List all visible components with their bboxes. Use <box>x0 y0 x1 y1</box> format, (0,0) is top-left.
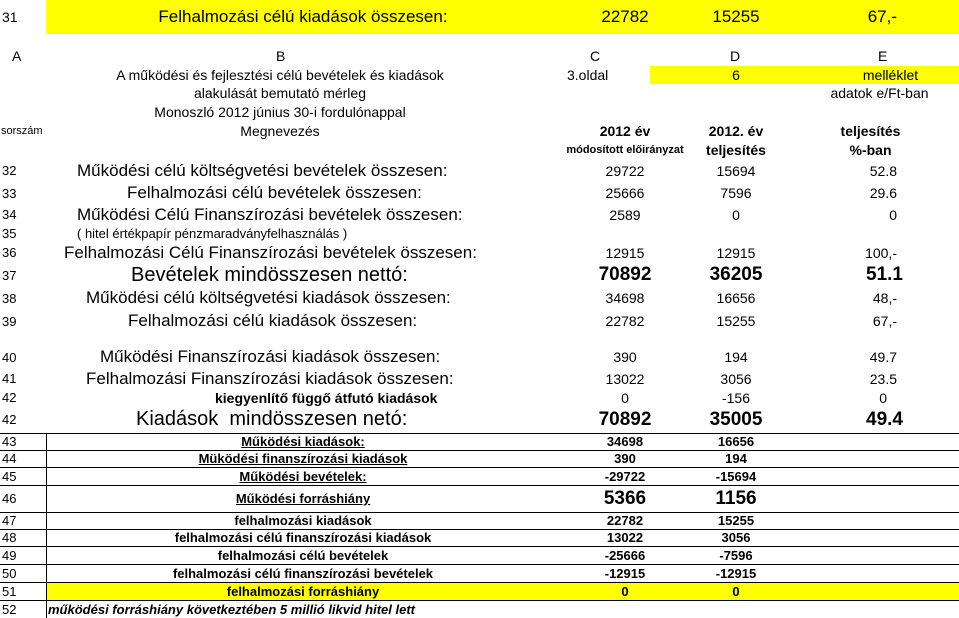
value-d: 15255 <box>717 513 755 528</box>
highlight-fill <box>782 582 959 600</box>
row-number: 40 <box>2 349 17 365</box>
value-c: -12915 <box>604 565 646 581</box>
value-d: 16656 <box>717 434 755 449</box>
value-d: -7596 <box>719 547 753 563</box>
row-label: ( hitel értékpapír pénzmaradványfelhasználás ) <box>77 226 348 241</box>
row-label: Működési kiadások: <box>241 434 365 449</box>
header-row-2 <box>0 84 959 102</box>
value-c: 13022 <box>605 370 645 387</box>
table-row <box>0 309 959 333</box>
value-e: 0 <box>879 389 887 406</box>
column-letters <box>0 47 959 65</box>
table-row <box>0 406 959 433</box>
value-e: 51.1 <box>866 264 903 285</box>
value-e: 52.8 <box>869 162 897 179</box>
table-row <box>0 287 959 309</box>
row-label: felhalmozási célú bevételek <box>217 547 389 563</box>
row-label: felhalmozási kiadások <box>234 513 372 528</box>
row-label: Működési forráshiány <box>235 491 371 506</box>
value-c: 12915 <box>605 244 645 261</box>
grid-line <box>0 467 959 468</box>
report-title-line-1: A működési és fejlesztési célú bevételek és kiadások <box>116 67 444 83</box>
value-c: 2589 <box>609 206 641 223</box>
table-row <box>0 263 959 287</box>
row-label: Működési Finanszírozási kiadások összesen: <box>100 347 441 366</box>
value-e: 23.5 <box>869 370 897 387</box>
grid-line <box>0 529 959 530</box>
row-label: Müködési finanszírozási kiadások <box>198 451 408 466</box>
row-label: Működési célú költségvetési kiadások összesen: <box>86 288 451 307</box>
row-label: Felhalmozási célú kiadások összesen: <box>46 0 560 34</box>
table-row <box>0 159 959 182</box>
appendix-label: melléklet <box>822 66 959 84</box>
row-number: 38 <box>2 290 17 306</box>
row-number: 49 <box>2 547 17 563</box>
row-label: Felhalmozási Finanszírozási kiadások összesen: <box>86 368 454 388</box>
row-number: 47 <box>2 513 17 528</box>
value-e: 29.6 <box>869 185 897 201</box>
col-header-e-2: %-ban <box>849 142 892 158</box>
value-c: 70892 <box>598 408 652 430</box>
row-number: 42 <box>2 412 17 427</box>
value-d: 7596 <box>720 185 752 201</box>
row-number: 48 <box>2 530 17 545</box>
value-d: 0 <box>732 206 740 223</box>
col-header-c-sub: módosított előirányzat <box>566 144 684 156</box>
col-header-megnevezes: Megnevezés <box>240 123 320 139</box>
row-number: 42 <box>2 390 17 405</box>
row-label: Működési bevételek: <box>239 468 367 484</box>
table-row <box>0 225 959 242</box>
row-number: 44 <box>2 451 17 466</box>
header-row-3 <box>0 102 959 121</box>
value-d: 3056 <box>720 370 752 387</box>
row-label: Felhalmozási célú kiadások összesen: <box>128 311 418 330</box>
value-c: 5366 <box>603 487 647 509</box>
row-label: működési forráshiány következtében 5 millió likvid hitel lett <box>48 601 415 617</box>
top-summary-row <box>0 0 959 34</box>
table-row <box>0 600 959 618</box>
value-c: 22782 <box>605 313 645 329</box>
report-title-line-3: Monoszló 2012 június 30-i fordulónappal <box>154 103 406 120</box>
row-label: Felhalmozási célú bevételek összesen: <box>127 183 422 202</box>
table-row <box>0 529 959 546</box>
col-letter-b: B <box>276 48 286 64</box>
value-e: 49.7 <box>869 349 897 365</box>
table-row <box>0 346 959 368</box>
value-c: 390 <box>613 349 637 365</box>
report-title-line-2: alakulását bemutató mérleg <box>194 85 366 101</box>
column-header-row-1 <box>0 121 959 141</box>
row-number: 37 <box>2 267 17 283</box>
grid-line <box>0 433 959 434</box>
table-row <box>0 368 959 389</box>
value-d: 194 <box>724 349 748 365</box>
value-d: 3056 <box>721 530 751 545</box>
row-number: 45 <box>2 468 17 484</box>
row-number: 39 <box>2 313 17 329</box>
col-header-d-year: 2012. év <box>708 123 764 139</box>
col-header-sorszam: sorszám <box>1 125 43 137</box>
table-row <box>0 433 959 450</box>
value-c: -29722 <box>604 468 646 484</box>
row-number: 52 <box>2 601 17 617</box>
value-c: 13022 <box>606 530 644 545</box>
grid-line <box>46 433 47 618</box>
value-d: 1156 <box>715 487 757 509</box>
value-c: 0 <box>621 389 629 406</box>
value-c: 25666 <box>605 185 645 201</box>
grid-line <box>0 600 959 601</box>
row-number: 36 <box>2 245 17 260</box>
value-d: 15255 <box>716 313 756 329</box>
row-label: felhalmozási forráshiány <box>46 582 560 600</box>
value-c: 34698 <box>606 434 644 449</box>
value-d: 12915 <box>716 244 756 261</box>
value-c: 22782 <box>560 0 690 34</box>
table-row <box>0 242 959 263</box>
row-label: Felhalmozási Célú Finanszírozási bevételek összesen: <box>64 242 477 262</box>
value-d: 16656 <box>716 290 756 306</box>
header-row-1 <box>0 66 959 84</box>
value-d: -12915 <box>715 565 757 581</box>
col-letter-a: A <box>12 48 22 64</box>
value-d: 35005 <box>709 408 763 430</box>
page-label: 3.oldal <box>567 67 609 83</box>
value-c: 390 <box>614 451 636 466</box>
table-row <box>0 512 959 529</box>
row-number: 31 <box>2 9 18 25</box>
table-row <box>0 546 959 564</box>
grid-line <box>0 485 959 486</box>
value-d: 15255 <box>690 0 782 34</box>
value-d: 36205 <box>709 264 763 285</box>
grid-line <box>0 546 959 547</box>
col-header-c-year: 2012 év <box>599 123 651 139</box>
value-c: 70892 <box>598 264 652 285</box>
column-header-row-2 <box>0 141 959 159</box>
row-number: 51 <box>2 583 17 599</box>
value-e: 49.4 <box>866 408 903 430</box>
row-number: 34 <box>2 207 17 222</box>
col-header-e-1: teljesítés <box>840 123 901 139</box>
value-e: 67,- <box>872 313 897 329</box>
row-number: 35 <box>2 226 17 241</box>
value-d: 0 <box>690 582 782 600</box>
value-c: 29722 <box>605 162 645 179</box>
table-row <box>0 485 959 512</box>
table-row <box>0 467 959 485</box>
row-number: 43 <box>2 434 17 449</box>
row-number: 41 <box>2 371 17 386</box>
value-e: 0 <box>889 206 897 223</box>
table-row <box>0 204 959 225</box>
value-c: 22782 <box>606 513 644 528</box>
value-c: -25666 <box>604 547 646 563</box>
row-label: Működési Célú Finanszírozási bevételek összesen: <box>77 204 463 224</box>
grid-line <box>0 564 959 565</box>
row-label: felhalmozási célú finanszírozási bevételek <box>172 565 434 581</box>
value-e: 100,- <box>865 244 897 261</box>
appendix-number: 6 <box>650 66 822 84</box>
value-d: -156 <box>721 389 751 406</box>
row-number: 32 <box>2 163 17 178</box>
col-letter-c: C <box>590 48 601 64</box>
table-row <box>0 389 959 406</box>
row-label: Kiadások mindösszesen netó: <box>136 408 408 430</box>
value-d: 194 <box>725 451 747 466</box>
value-e: 48,- <box>872 290 897 306</box>
value-c: 0 <box>560 582 690 600</box>
row-number: 50 <box>2 565 17 581</box>
value-e: 67,- <box>782 0 959 34</box>
table-row <box>0 582 959 600</box>
col-letter-e: E <box>878 48 888 64</box>
grid-line <box>0 582 959 583</box>
table-row <box>0 564 959 582</box>
col-letter-d: D <box>730 48 741 64</box>
value-d: 15694 <box>716 162 756 179</box>
row-label: kiegyenlítő függő átfutó kiadások <box>215 389 438 406</box>
grid-line <box>0 450 959 451</box>
table-row <box>0 182 959 204</box>
row-label: Bevételek mindösszesen nettó: <box>131 263 408 286</box>
col-header-d-sub: teljesítés <box>706 142 766 158</box>
row-label: felhalmozási célú finanszírozási kiadások <box>174 530 432 545</box>
row-label: Működési célú költségvetési bevételek összesen: <box>77 160 448 180</box>
row-number: 46 <box>2 491 17 506</box>
table-row <box>0 450 959 467</box>
row-number: 33 <box>2 185 17 201</box>
value-d: -15694 <box>715 468 757 484</box>
grid-line <box>0 512 959 513</box>
value-c: 34698 <box>605 290 645 306</box>
units-label: adatok e/Ft-ban <box>830 85 929 101</box>
